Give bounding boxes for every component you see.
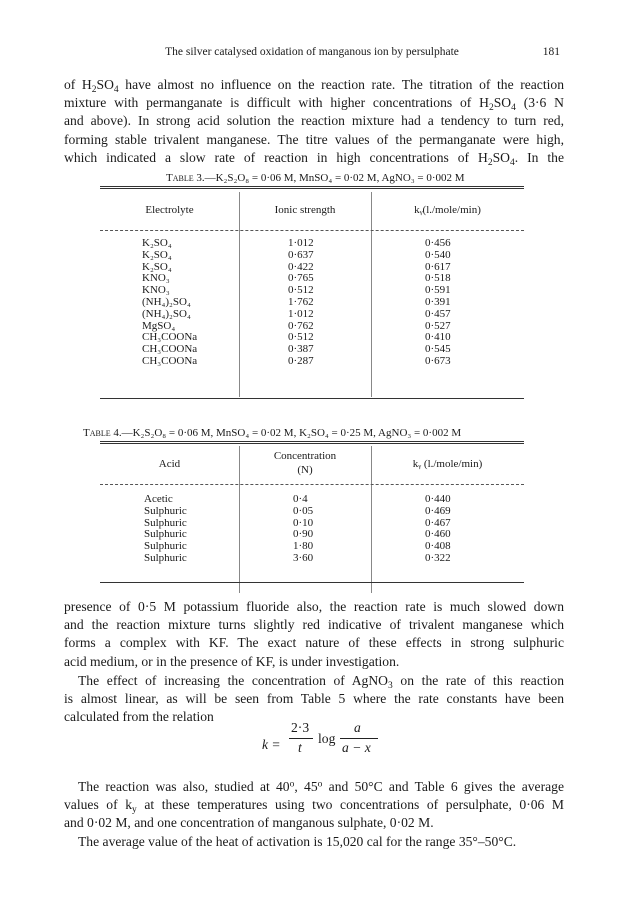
table-4-header-acid: Acid [158, 458, 181, 470]
table-cell: 0·387 [288, 343, 314, 356]
running-title: The silver catalysed oxidation of manganous ion by persulphate [165, 46, 459, 58]
table-cell: 0·422 [288, 260, 314, 273]
table-cell: 1·012 [288, 237, 314, 249]
equation-coefficient-denominator: t [298, 740, 302, 755]
table-cell: 0·469 [425, 504, 451, 517]
table-cell: 0·673 [425, 354, 451, 367]
table-cell: MgSO₄ [142, 319, 176, 332]
text-line: and the reaction mixture turns slightly red indicative of trivalent manganese which [64, 617, 564, 633]
table-cell: 3·60 [293, 551, 314, 564]
table-3-caption: Table 3.—K₂S₂O₈ = 0·06 M, MnSO₄ = 0·02 M, AgNO₃ = 0·002 M [166, 172, 465, 184]
table-cell: 0·637 [288, 248, 314, 261]
table-cell: 0·457 [425, 307, 451, 320]
text-line: The effect of increasing the concentration of AgNO$_3$ on the rate of this reaction [78, 673, 565, 691]
table-cell: 0·90 [293, 528, 314, 541]
table-cell: Sulphuric [144, 504, 187, 517]
table-cell: Sulphuric [144, 551, 187, 564]
table-cell: 0·440 [425, 493, 451, 505]
table-4-header-rule [100, 484, 524, 485]
text-line: presence of 0·5 M potassium fluoride also, the reaction rate is much slowed down [64, 599, 564, 614]
equation-coefficient-numerator: 2·3 [291, 720, 310, 735]
text-line: of $H_2SO_4$ have almost no influence on the reaction rate. The titration of the reaction [64, 77, 564, 95]
table-cell: K₂SO₄ [142, 260, 172, 273]
equation-fraction-bar [289, 738, 313, 739]
table-cell: 0·545 [425, 343, 451, 356]
table-3-column-divider [239, 192, 240, 397]
equation-lhs: k = [262, 737, 281, 752]
table-cell: CH₃COONa [142, 331, 198, 344]
text-line: acid medium, or in the presence of KF, is under investigation. [64, 653, 400, 669]
text-line: forming stable trivalent manganese. The titre values of the permanganate were high, [64, 131, 564, 147]
text-line: values of $k_y$ at these temperatures using two concentrations of persulphate, 0·06 M [64, 797, 564, 816]
table-cell: K₂SO₄ [142, 237, 172, 249]
table-cell: 0·10 [293, 516, 314, 529]
text-line: The reaction was also, studied at 40$^o$, 45$^o$ and 50°C and Table 6 gives the average [78, 779, 564, 794]
table-4-caption: Table 4.—K₂S₂O₈ = 0·06 M, MnSO₄ = 0·02 M, K₂SO₄ = 0·25 M, AgNO₃ = 0·002 M [83, 427, 462, 439]
table-4-ky-column [425, 494, 451, 565]
table-cell: KNO₃ [142, 284, 170, 297]
table-cell: 0·287 [288, 354, 314, 367]
table-3-ky-column [425, 238, 451, 368]
table-cell: 1·012 [288, 307, 314, 320]
table-cell: 0·410 [425, 331, 451, 344]
page-number: 181 [542, 46, 560, 58]
table-cell: (NH₄)₂SO₄ [142, 307, 191, 320]
paragraph-4 [64, 778, 564, 833]
table-cell: 0·456 [425, 237, 451, 249]
table-cell: 0·762 [288, 319, 314, 332]
text-line: is almost linear, as will be seen from Table 5 where the rate constants have been [64, 691, 564, 707]
table-3-top-rule [100, 186, 524, 189]
table-cell: Acetic [144, 493, 173, 505]
text-line: mixture with permanganate is difficult with higher concentrations of $H_2SO_4$ (3·6 N [64, 95, 564, 114]
table-3-ionic-strength-column [288, 238, 314, 368]
table-cell: 0·765 [288, 272, 314, 285]
table-cell: 0·591 [425, 284, 451, 297]
table-cell: 0·322 [425, 551, 451, 564]
text-line: calculated from the relation [64, 709, 214, 725]
equation-fraction-numerator: a [354, 720, 361, 735]
table-cell: Sulphuric [144, 540, 187, 553]
table-cell: 0·540 [425, 248, 451, 261]
table-4-bottom-rule [100, 582, 524, 583]
text-line: The average value of the heat of activation is 15,020 cal for the range 35°–50°C. [78, 834, 517, 849]
table-3-header-electrolyte: Electrolyte [145, 204, 194, 216]
paragraph-5 [64, 833, 564, 851]
table-cell: 1·80 [293, 540, 314, 553]
table-3-header-ionic-strength: Ionic strength [274, 204, 336, 216]
table-cell: CH₃COONa [142, 354, 198, 367]
table-cell: 0·4 [293, 493, 308, 505]
paragraph-1 [64, 76, 564, 167]
table-cell: (NH₄)₂SO₄ [142, 295, 191, 308]
text-line: and 0·02 M, and one concentration of manganous sulphate, 0·02 M. [64, 815, 434, 831]
table-3-header-rule [100, 230, 524, 231]
text-line: and above). In strong acid solution the reaction mixture had a tendency to turn red, [64, 113, 564, 129]
paragraph-2 [64, 598, 564, 671]
table-4-acid-column [144, 494, 187, 565]
table-cell: 0·408 [425, 540, 451, 553]
table-3-electrolyte-column [142, 238, 197, 368]
table-cell: K₂SO₄ [142, 248, 172, 261]
table-cell: 0·527 [425, 319, 451, 332]
table-cell: Sulphuric [144, 528, 187, 541]
table-cell: 0·467 [425, 516, 451, 529]
table-cell: 0·05 [293, 504, 314, 517]
equation-fraction-bar [340, 738, 378, 739]
equation-log: log [318, 731, 336, 746]
table-cell: Sulphuric [144, 516, 187, 529]
table-3-bottom-rule [100, 398, 524, 399]
table-cell: 0·518 [425, 272, 451, 285]
table-3-column-divider [371, 192, 372, 397]
table-4-header-ky: kᵧ (l./mole/min) [412, 458, 483, 470]
paragraph-3 [64, 672, 564, 727]
table-cell: 0·512 [288, 284, 314, 297]
table-cell: 0·512 [288, 331, 314, 344]
table-cell: 0·617 [425, 260, 451, 273]
table-cell: CH₃COONa [142, 343, 198, 356]
table-cell: 0·391 [425, 295, 451, 308]
table-4-header-concentration: Concentration (N) [273, 450, 337, 476]
table-cell: KNO₃ [142, 272, 170, 285]
table-cell: 1·762 [288, 295, 314, 308]
table-4-concentration-column [293, 494, 313, 565]
table-3-header-ky: kᵧ(l./mole/min) [414, 204, 481, 216]
text-line: forms a complex with KF. The exact nature of these effects in strong sulphuric [64, 635, 564, 651]
table-4-top-rule [100, 441, 524, 444]
text-line: which indicated a slow rate of reaction in high concentrations of $H_2SO_4$. In the [64, 149, 564, 168]
equation-fraction-denominator: a − x [342, 740, 371, 755]
table-cell: 0·460 [425, 528, 451, 541]
